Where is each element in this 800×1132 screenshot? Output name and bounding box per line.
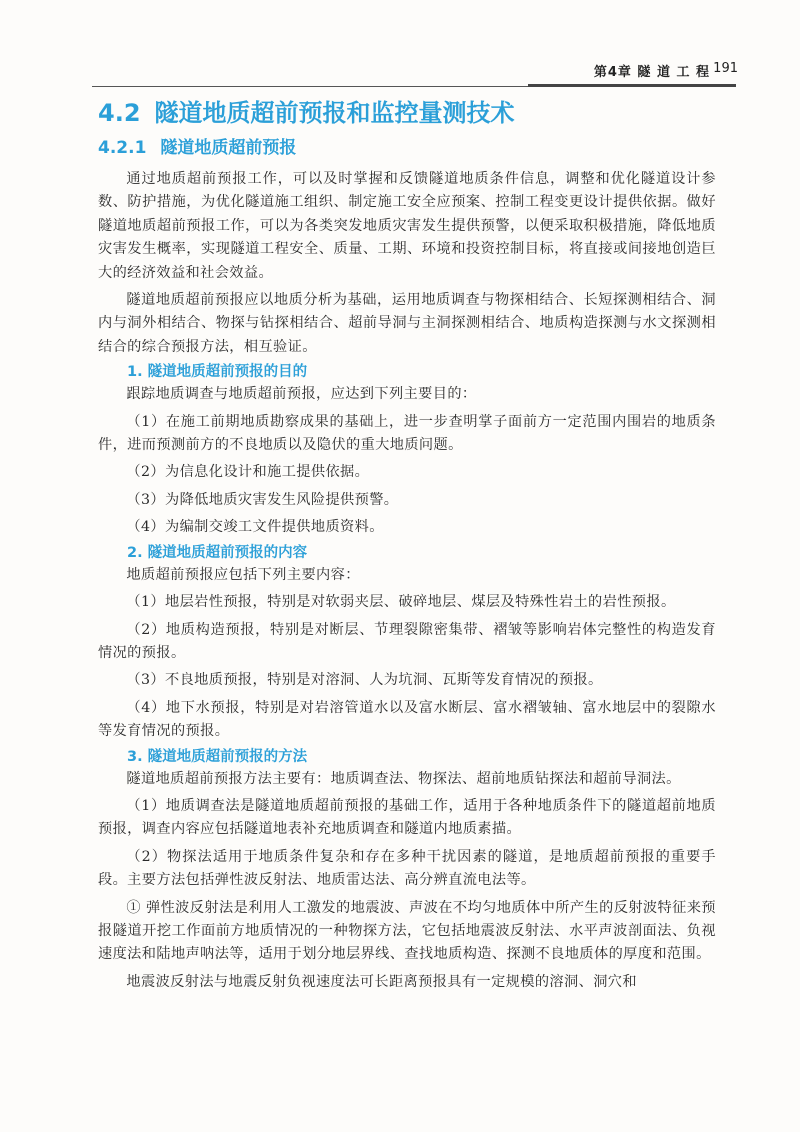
method-heading: 3. 隧道地质超前预报的方法 <box>127 748 308 765</box>
purpose-heading: 1. 隧道地质超前预报的目的 <box>127 364 308 381</box>
content-lead: 地质超前预报应包括下列主要内容： <box>126 566 360 583</box>
content-item-4: （4）地下水预报，特别是对岩溶管道水以及富水断层、富水褶皱轴、富水地层中的裂隙水等发育情况的预报。 <box>98 699 716 740</box>
method-item-1: （1）地质调查法是隧道地质超前预报的基础工作，适用于各种地质条件下的隧道超前地质预报，调查内容应包括隧道地表补充地质调查和隧道内地质素描。 <box>98 797 716 838</box>
subsection-number: 4.2.1 <box>98 138 147 158</box>
chapter-title: 第4章 隧 道 工 程 <box>593 65 710 80</box>
page-number: 191 <box>713 61 738 76</box>
content-item-3: （3）不良地质预报，特别是对溶洞、人为坑洞、瓦斯等发育情况的预报。 <box>126 672 603 689</box>
method-continuation: 地震波反射法与地震反射负视速度法可长距离预报具有一定规模的溶洞、洞穴和 <box>126 973 637 990</box>
purpose-item-2: （2）为信息化设计和施工提供依据。 <box>126 464 370 481</box>
purpose-item-4: （4）为编制交竣工文件提供地质资料。 <box>126 519 384 536</box>
method-item-2: （2）物探法适用于地质条件复杂和存在多种干扰因素的隧道，是地质超前预报的重要手段。主要方法包括弹性波反射法、地质雷达法、高分辨直流电法等。 <box>98 848 716 889</box>
subsection-heading <box>98 134 716 162</box>
page-content <box>98 95 716 994</box>
section-number: 4.2 <box>98 99 141 127</box>
subsection-title: 隧道地质超前预报 <box>160 138 297 158</box>
content-item-1: （1）地层岩性预报，特别是对软弱夹层、破碎地层、煤层及特殊性岩土的岩性预报。 <box>126 594 676 611</box>
intro-paragraph-1: 通过地质超前预报工作，可以及时掌握和反馈隧道地质条件信息，调整和优化隧道设计参数、防护措施，为优化隧道施工组织、制定施工安全应预案、控制工程变更设计提供依据。做好隧道地质超前预报工作，可以为各类突发地质灾害发生提供预警，以便采取积极措施，降低地质灾害发生概率，实现隧道工程安全、质量、工期、环境和投资控制目标，将直接或间接地创造巨大的经济效益和社会效益。 <box>98 171 716 281</box>
section-title: 隧道地质超前预报和监控量测技术 <box>154 99 515 127</box>
intro-paragraph-2: 隧道地质超前预报应以地质分析为基础，运用地质调查与物探相结合、长短探测相结合、洞内与洞外相结合、物探与钻探相结合、超前导洞与主洞探测相结合、地质构造探测与水文探测相结合的综合预报方法，相互验证。 <box>98 292 716 355</box>
purpose-item-3: （3）为降低地质灾害发生风险提供预警。 <box>126 491 399 508</box>
section-heading <box>98 95 716 131</box>
header-rule-accent <box>528 84 736 87</box>
purpose-lead: 跟踪地质调查与地质超前预报，应达到下列主要目的： <box>126 386 477 403</box>
method-lead: 隧道地质超前预报方法主要有：地质调查法、物探法、超前地质钻探法和超前导洞法。 <box>126 770 681 787</box>
method-subitem-1: ① 弹性波反射法是利用人工激发的地震波、声波在不均匀地质体中所产生的反射波特征来预报隧道开挖工作面前方地质情况的一种物探方法，它包括地震波反射法、水平声波剖面法、负视速度法和陆地声呐法等，适用于划分地层界线、查找地质构造、探测不良地质体的厚度和范围。 <box>98 899 716 963</box>
content-item-2: （2）地质构造预报，特别是对断层、节理裂隙密集带、褶皱等影响岩体完整性的构造发育情况的预报。 <box>98 621 716 661</box>
purpose-item-1: （1）在施工前期地质勘察成果的基础上，进一步查明掌子面前方一定范围内围岩的地质条件，进而预测前方的不良地质以及隐伏的重大地质问题。 <box>98 413 716 454</box>
page-header <box>0 55 800 87</box>
content-heading: 2. 隧道地质超前预报的内容 <box>127 544 308 561</box>
